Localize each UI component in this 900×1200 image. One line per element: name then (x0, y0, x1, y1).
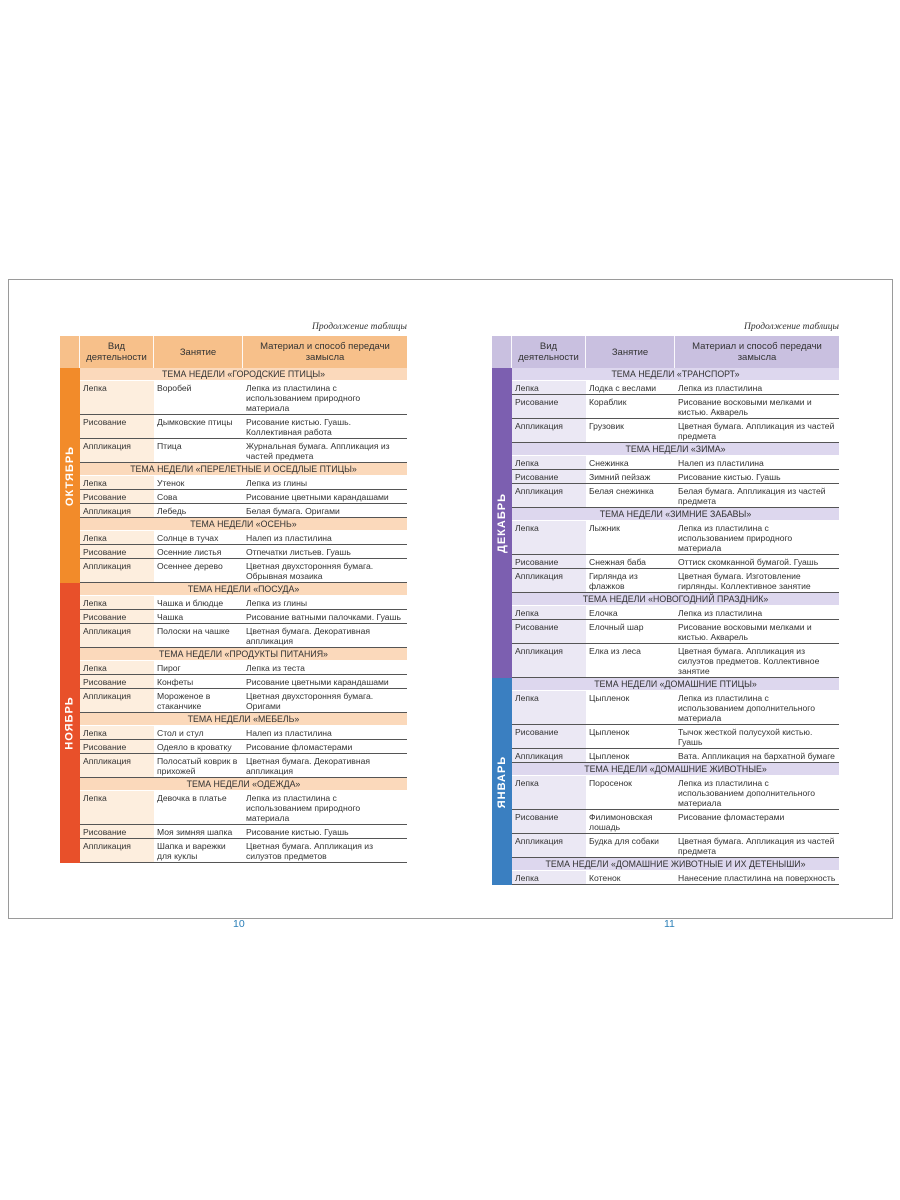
material-cell: Отпечатки листьев. Гуашь (246, 547, 351, 557)
activity-cell: Аппликация (80, 504, 154, 517)
table-row (512, 484, 839, 508)
activity-cell: Лепка (80, 531, 154, 544)
lesson-cell: Полосатый коврик в прихожей (157, 756, 238, 776)
activity-cell: Аппликация (80, 559, 154, 582)
week-theme: ТЕМА НЕДЕЛИ «ПРОДУКТЫ ПИТАНИЯ» (80, 648, 407, 661)
activity-cell: Аппликация (512, 749, 586, 762)
week-theme: ТЕМА НЕДЕЛИ «ЗИМА» (512, 443, 839, 456)
month-section (60, 583, 407, 863)
week-theme: ТЕМА НЕДЕЛИ «ТРАНСПОРТ» (512, 368, 839, 381)
table-row (80, 825, 407, 839)
material-cell: Рисование восковыми мелками и кистью. Акварель (678, 397, 812, 417)
table-row (512, 606, 839, 620)
material-cell: Налеп из пластилина (246, 728, 332, 738)
week-theme: ТЕМА НЕДЕЛИ «ПОСУДА» (80, 583, 407, 596)
month-name: ЯНВАРЬ (496, 755, 508, 808)
activity-cell: Лепка (512, 606, 586, 619)
left-page (60, 320, 407, 930)
lesson-cell: Цыпленок (589, 693, 630, 703)
page-number: 10 (233, 918, 245, 930)
book-spread (8, 279, 893, 930)
material-cell: Рисование кистью. Гуашь (246, 827, 349, 837)
table-row (512, 569, 839, 593)
table-row (512, 749, 839, 763)
month-label (60, 583, 80, 863)
month-body (512, 678, 839, 885)
activity-cell: Рисование (512, 555, 586, 568)
lesson-cell: Филимоновская лошадь (589, 812, 653, 832)
week-theme: ТЕМА НЕДЕЛИ «ПЕРЕЛЕТНЫЕ И ОСЕДЛЫЕ ПТИЦЫ» (80, 463, 407, 476)
lesson-cell: Лыжник (589, 523, 620, 533)
table-row (80, 624, 407, 648)
week-theme: ТЕМА НЕДЕЛИ «ДОМАШНИЕ ЖИВОТНЫЕ» (512, 763, 839, 776)
month-section (60, 368, 407, 583)
lesson-cell: Шапка и варежки для куклы (157, 841, 226, 861)
header-material: Материал и способ передачи замысла (692, 341, 822, 363)
lesson-cell: Стол и стул (157, 728, 204, 738)
table-row (80, 754, 407, 778)
activity-table (60, 336, 407, 863)
table-row (80, 439, 407, 463)
table-row (80, 675, 407, 689)
lesson-cell: Грузовик (589, 421, 624, 431)
lesson-cell: Поросенок (589, 778, 632, 788)
lesson-cell: Снежинка (589, 458, 629, 468)
table-row (80, 545, 407, 559)
activity-cell: Лепка (80, 381, 154, 414)
right-months (492, 368, 839, 885)
lesson-cell: Цыпленок (589, 727, 630, 737)
lesson-cell: Лебедь (157, 506, 187, 516)
material-cell: Белая бумага. Аппликация из частей предмета (678, 486, 826, 506)
lesson-cell: Чашка (157, 612, 184, 622)
table-row (80, 839, 407, 863)
table-row (80, 531, 407, 545)
lesson-cell: Лодка с веслами (589, 383, 657, 393)
month-label (492, 368, 512, 678)
lesson-cell: Чашка и блюдце (157, 598, 224, 608)
activity-cell: Лепка (512, 456, 586, 469)
lesson-cell: Дымковские птицы (157, 417, 233, 427)
header-material: Материал и способ передачи замысла (260, 341, 390, 363)
lesson-cell: Птица (157, 441, 182, 451)
material-cell: Лепка из теста (246, 663, 305, 673)
material-cell: Белая бумага. Оригами (246, 506, 340, 516)
activity-cell: Рисование (512, 395, 586, 418)
activity-table (492, 336, 839, 885)
table-row (512, 470, 839, 484)
activity-cell: Рисование (80, 545, 154, 558)
activity-cell: Лепка (80, 661, 154, 674)
week-theme: ТЕМА НЕДЕЛИ «НОВОГОДНИЙ ПРАЗДНИК» (512, 593, 839, 606)
material-cell: Рисование цветными карандашами (246, 677, 389, 687)
lesson-cell: Осеннее дерево (157, 561, 223, 571)
table-row (512, 620, 839, 644)
lesson-cell: Зимний пейзаж (589, 472, 651, 482)
table-row (80, 476, 407, 490)
material-cell: Лепка из глины (246, 478, 307, 488)
week-theme: ТЕМА НЕДЕЛИ «ОДЕЖДА» (80, 778, 407, 791)
table-header (60, 336, 407, 368)
month-name: НОЯБРЬ (64, 696, 77, 750)
activity-cell: Рисование (80, 490, 154, 503)
table-row (512, 381, 839, 395)
page-number: 11 (664, 918, 675, 930)
month-name: ДЕКАБРЬ (496, 493, 509, 553)
material-cell: Лепка из пластилина с использованием природного материала (246, 383, 361, 413)
material-cell: Цветная бумага. Декоративная аппликация (246, 626, 371, 646)
table-row (80, 559, 407, 583)
activity-cell: Лепка (512, 871, 586, 884)
material-cell: Цветная двухсторонняя бумага. Оригами (246, 691, 374, 711)
left-months (60, 368, 407, 863)
week-theme: ТЕМА НЕДЕЛИ «МЕБЕЛЬ» (80, 713, 407, 726)
activity-cell: Аппликация (512, 484, 586, 507)
activity-cell: Лепка (80, 791, 154, 824)
month-section (492, 678, 839, 885)
material-cell: Лепка из пластилина с использованием дополнительного материала (678, 778, 815, 808)
table-row (512, 395, 839, 419)
table-row (512, 555, 839, 569)
activity-cell: Аппликация (80, 624, 154, 647)
month-label (60, 368, 80, 583)
table-row (80, 415, 407, 439)
header-activity: Вид деятельности (512, 336, 586, 368)
activity-cell: Рисование (80, 415, 154, 438)
activity-cell: Аппликация (512, 834, 586, 857)
material-cell: Цветная бумага. Аппликация из силуэтов предметов (246, 841, 374, 861)
activity-cell: Аппликация (512, 419, 586, 442)
material-cell: Лепка из пластилина с использованием природного материала (246, 793, 361, 823)
material-cell: Нанесение пластилина на поверхность (678, 873, 836, 883)
activity-cell: Лепка (512, 691, 586, 724)
header-activity: Вид деятельности (80, 336, 154, 368)
activity-cell: Лепка (512, 776, 586, 809)
lesson-cell: Воробей (157, 383, 192, 393)
activity-cell: Аппликация (80, 689, 154, 712)
table-row (512, 644, 839, 678)
week-theme: ТЕМА НЕДЕЛИ «ОСЕНЬ» (80, 518, 407, 531)
material-cell: Цветная бумага. Аппликация из силуэтов предметов. Коллективное занятие (678, 646, 820, 676)
lesson-cell: Будка для собаки (589, 836, 659, 846)
activity-cell: Рисование (80, 740, 154, 753)
table-row (512, 521, 839, 555)
table-row (512, 691, 839, 725)
lesson-cell: Котенок (589, 873, 621, 883)
activity-cell: Рисование (512, 470, 586, 483)
material-cell: Рисование кистью. Гуашь. Коллективная работа (246, 417, 351, 437)
activity-cell: Рисование (80, 610, 154, 623)
material-cell: Вата. Аппликация на бархатной бумаге (678, 751, 835, 761)
material-cell: Рисование фломастерами (246, 742, 353, 752)
table-row (80, 381, 407, 415)
header-lesson: Занятие (154, 336, 243, 368)
lesson-cell: Гирлянда из флажков (589, 571, 638, 591)
table-header (492, 336, 839, 368)
activity-cell: Лепка (80, 476, 154, 489)
lesson-cell: Солнце в тучах (157, 533, 219, 543)
week-theme: ТЕМА НЕДЕЛИ «ЗИМНИЕ ЗАБАВЫ» (512, 508, 839, 521)
material-cell: Рисование ватными палочками. Гуашь (246, 612, 401, 622)
table-row (80, 791, 407, 825)
activity-cell: Рисование (80, 825, 154, 838)
month-body (80, 583, 407, 863)
week-theme: ТЕМА НЕДЕЛИ «ДОМАШНИЕ ЖИВОТНЫЕ И ИХ ДЕТЕНЫШИ» (512, 858, 839, 871)
table-row (80, 596, 407, 610)
table-row (512, 776, 839, 810)
activity-cell: Аппликация (80, 839, 154, 862)
activity-cell: Аппликация (512, 644, 586, 677)
material-cell: Лепка из пластилина (678, 383, 763, 393)
lesson-cell: Утенок (157, 478, 185, 488)
table-row (512, 456, 839, 470)
material-cell: Цветная бумага. Декоративная аппликация (246, 756, 371, 776)
activity-cell: Рисование (80, 675, 154, 688)
material-cell: Рисование цветными карандашами (246, 492, 389, 502)
table-row (80, 490, 407, 504)
month-name: ОКТЯБРЬ (64, 445, 76, 506)
lesson-cell: Елочный шар (589, 622, 644, 632)
activity-cell: Лепка (512, 521, 586, 554)
table-row (80, 610, 407, 624)
lesson-cell: Елочка (589, 608, 618, 618)
lesson-cell: Елка из леса (589, 646, 641, 656)
lesson-cell: Полоски на чашке (157, 626, 230, 636)
table-row (512, 834, 839, 858)
month-body (512, 368, 839, 678)
week-theme: ТЕМА НЕДЕЛИ «ГОРОДСКИЕ ПТИЦЫ» (80, 368, 407, 381)
lesson-cell: Мороженое в стаканчике (157, 691, 211, 711)
header-month-cell (492, 336, 512, 368)
material-cell: Цветная двухсторонняя бумага. Обрывная мозаика (246, 561, 374, 581)
table-row (80, 504, 407, 518)
lesson-cell: Моя зимняя шапка (157, 827, 233, 837)
lesson-cell: Кораблик (589, 397, 627, 407)
lesson-cell: Сова (157, 492, 178, 502)
lesson-cell: Конфеты (157, 677, 194, 687)
table-row (512, 871, 839, 885)
lesson-cell: Снежная баба (589, 557, 646, 567)
table-row (80, 726, 407, 740)
material-cell: Лепка из пластилина с использованием природного материала (678, 523, 793, 553)
activity-cell: Аппликация (80, 439, 154, 462)
table-row (512, 419, 839, 443)
lesson-cell: Одеяло в кроватку (157, 742, 232, 752)
material-cell: Рисование кистью. Гуашь (678, 472, 781, 482)
table-row (512, 810, 839, 834)
material-cell: Журнальная бумага. Аппликация из частей предмета (246, 441, 390, 461)
material-cell: Лепка из пластилина с использованием дополнительного материала (678, 693, 815, 723)
lesson-cell: Белая снежинка (589, 486, 654, 496)
material-cell: Тычок жесткой полусухой кистью. Гуашь (678, 727, 813, 747)
material-cell: Налеп из пластилина (678, 458, 764, 468)
activity-cell: Рисование (512, 810, 586, 833)
continuation-label: Продолжение таблицы (743, 322, 839, 332)
material-cell: Рисование фломастерами (678, 812, 785, 822)
material-cell: Цветная бумага. Аппликация из частей предмета (678, 836, 835, 856)
material-cell: Лепка из пластилина (678, 608, 763, 618)
material-cell: Цветная бумага. Аппликация из частей предмета (678, 421, 835, 441)
table-row (80, 661, 407, 675)
activity-cell: Лепка (80, 726, 154, 739)
table-row (512, 725, 839, 749)
header-lesson: Занятие (586, 336, 675, 368)
material-cell: Рисование восковыми мелками и кистью. Акварель (678, 622, 812, 642)
table-row (80, 689, 407, 713)
material-cell: Лепка из глины (246, 598, 307, 608)
material-cell: Оттиск скомканной бумагой. Гуашь (678, 557, 819, 567)
continuation-label: Продолжение таблицы (311, 322, 407, 332)
material-cell: Цветная бумага. Изготовление гирлянды. Коллективное занятие (678, 571, 811, 591)
lesson-cell: Осенние листья (157, 547, 222, 557)
month-label (492, 678, 512, 885)
header-month-cell (60, 336, 80, 368)
activity-cell: Рисование (512, 725, 586, 748)
lesson-cell: Пирог (157, 663, 181, 673)
activity-cell: Лепка (80, 596, 154, 609)
activity-cell: Аппликация (80, 754, 154, 777)
right-page (492, 320, 839, 930)
material-cell: Налеп из пластилина (246, 533, 332, 543)
week-theme: ТЕМА НЕДЕЛИ «ДОМАШНИЕ ПТИЦЫ» (512, 678, 839, 691)
activity-cell: Лепка (512, 381, 586, 394)
month-body (80, 368, 407, 583)
table-row (80, 740, 407, 754)
activity-cell: Аппликация (512, 569, 586, 592)
month-section (492, 368, 839, 678)
lesson-cell: Цыпленок (589, 751, 630, 761)
lesson-cell: Девочка в платье (157, 793, 227, 803)
activity-cell: Рисование (512, 620, 586, 643)
